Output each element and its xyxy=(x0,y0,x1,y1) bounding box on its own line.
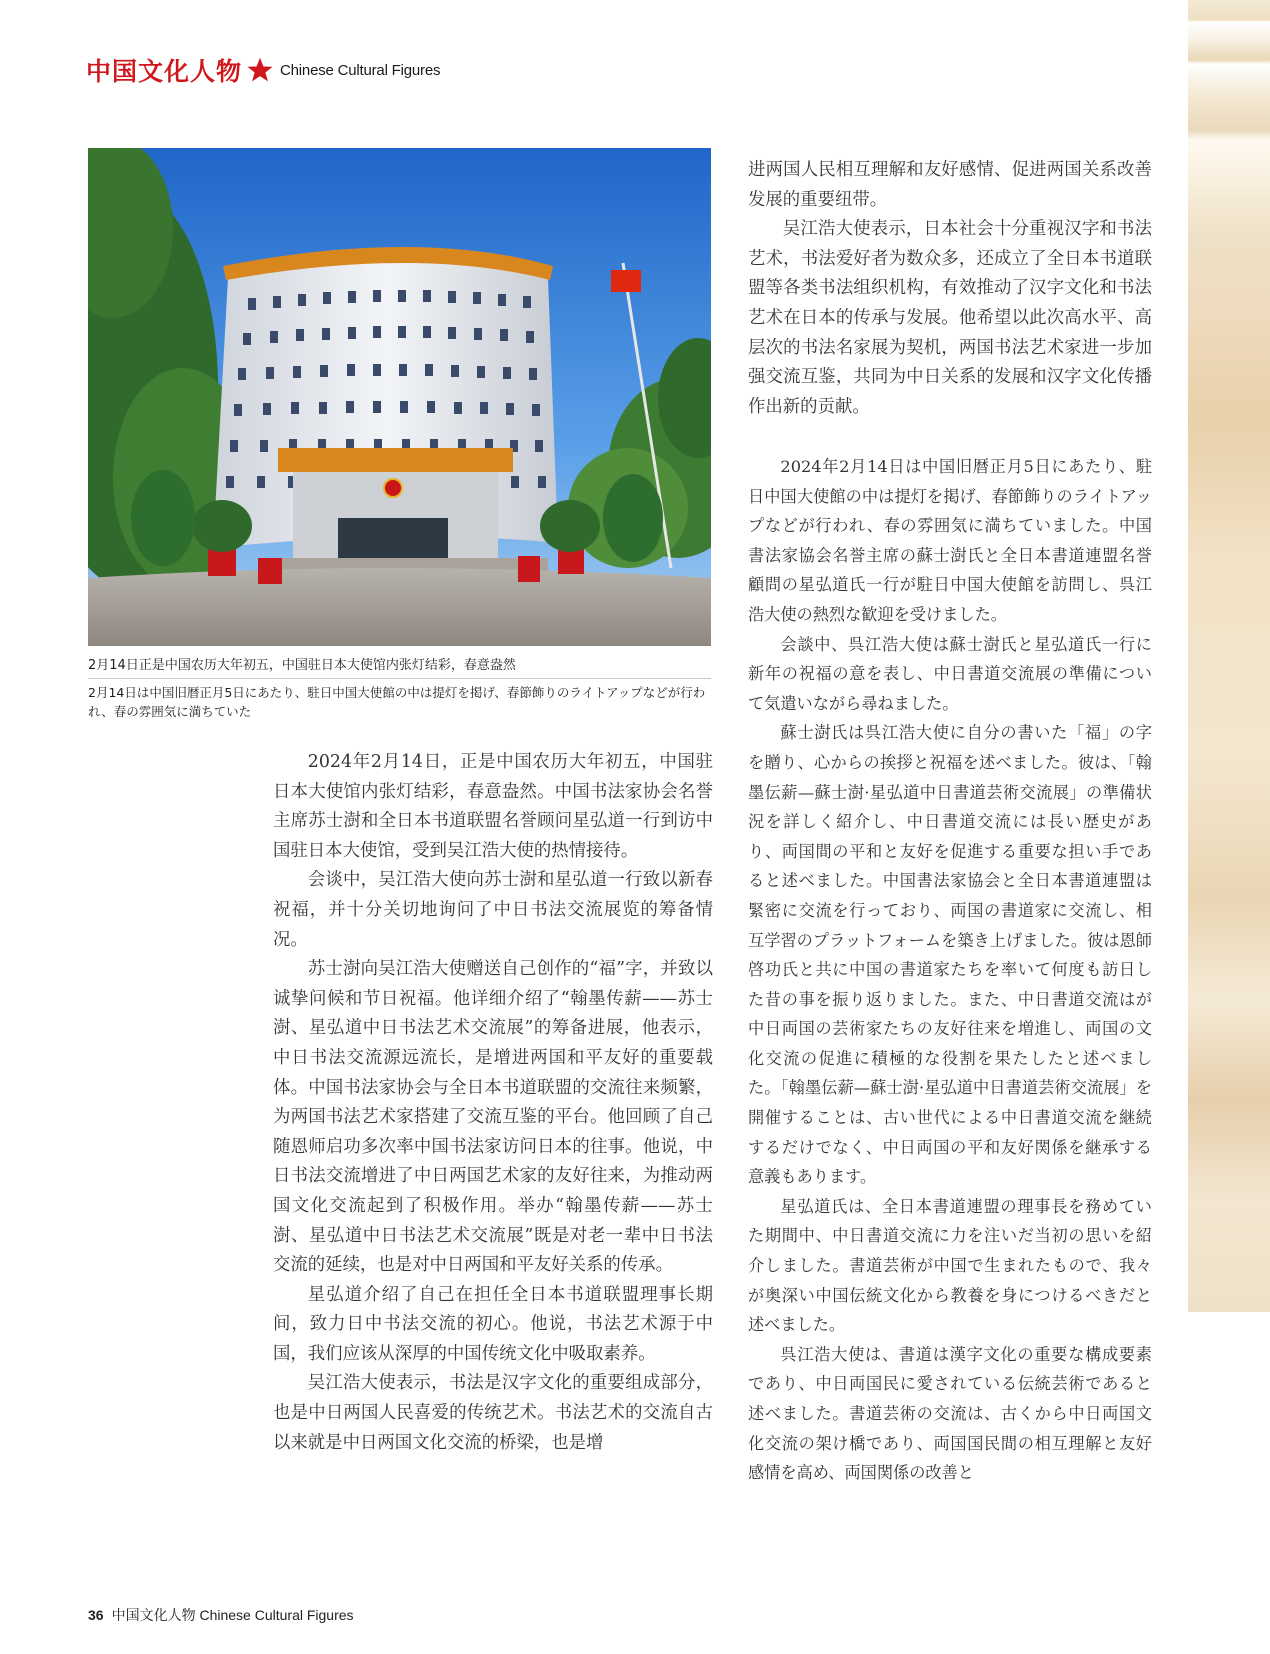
paragraph: 2024年2月14日，正是中国农历大年初五，中国驻日本大使馆内张灯结彩，春意盎然。中国书法家协会名誉主席苏士澍和全日本书道联盟名誉顾问星弘道一行到访中国驻日本大使馆，受到吴江浩大使的热情接待。 xyxy=(273,752,713,861)
footer-title: 中国文化人物 Chinese Cultural Figures xyxy=(111,1607,354,1623)
paragraph: 进两国人民相互理解和友好感情、促进两国关系改善发展的重要纽带。 xyxy=(748,160,1152,210)
brand-title-en: Chinese Cultural Figures xyxy=(280,61,441,79)
embassy-building-photo xyxy=(88,148,711,646)
photo-caption-jp: 2月14日は中国旧暦正月5日にあたり、駐日中国大使館の中は提灯を掲げ、春節飾りのライトアップなどが行われ、春の雰囲気に満ちていた xyxy=(88,685,706,719)
paragraph: 2024年2月14日は中国旧暦正月5日にあたり、駐日中国大使館の中は提灯を掲げ、春節飾りのライトアップなどが行われ、春の雰囲気に満ちていました。中国書法家協会名誉主席の蘇士澍氏と全日本書道連盟名誉顧問の星弘道氏一行が駐日中国大使館を訪問し、呉江浩大使の熱烈な歓迎を受けました。 xyxy=(748,457,1152,624)
star-icon xyxy=(246,56,274,84)
page-edge-decoration xyxy=(1188,0,1270,1312)
paragraph: 会談中、呉江浩大使は蘇士澍氏と星弘道氏一行に新年の祝福の意を表し、中日書道交流展の準備について気遣いながら尋ねました。 xyxy=(748,634,1152,713)
magazine-header xyxy=(86,55,440,85)
paragraph: 星弘道介绍了自己在担任全日本书道联盟理事长期间，致力日中书法交流的初心。他说，书法艺术源于中国，我们应该从深厚的中国传统文化中吸取素养。 xyxy=(273,1284,713,1364)
paragraph: 会谈中，吴江浩大使向苏士澍和星弘道一行致以新春祝福，并十分关切地询问了中日书法交流展览的筹备情况。 xyxy=(273,870,713,950)
paragraph: 星弘道氏は、全日本書道連盟の理事長を務めていた期間中、中日書道交流に力を注いだ当初の思いを紹介しました。書道芸術が中国で生まれたもので、我々が奥深い中国伝統文化から教養を身につけるべきだと述べました。 xyxy=(748,1196,1152,1335)
page-footer xyxy=(88,1605,354,1625)
brand-title-cn: 中国文化人物 xyxy=(86,57,243,86)
page-number: 36 xyxy=(88,1607,104,1623)
article-body-jp xyxy=(748,452,1152,1488)
photo-caption-cn: 2月14日正是中国农历大年初五，中国驻日本大使馆内张灯结彩，春意盎然 xyxy=(88,654,711,679)
paragraph: 吴江浩大使表示，日本社会十分重视汉字和书法艺术，书法爱好者为数众多，还成立了全日本书道联盟等各类书法组织机构，有效推动了汉字文化和书法艺术在日本的传承与发展。他希望以此次高水平、高层次的书法名家展为契机，两国书法艺术家进一步加强交流互鉴，共同为中日关系的发展和汉字文化传播作出新的贡献。 xyxy=(748,219,1152,417)
paragraph: 蘇士澍氏は呉江浩大使に自分の書いた「福」の字を贈り、心からの挨拶と祝福を述べました。彼は、「翰墨伝薪—蘇士澍·星弘道中日書道芸術交流展」の準備状況を詳しく紹介し、中日書道交流には長い歴史があり、両国間の平和と友好を促進する重要な担い手であると述べました。中国書法家協会と全日本書道連盟は緊密に交流を行っており、両国の書道家に交流し、相互学習のプラットフォームを築き上げました。彼は恩師啓功氏と共に中国の書道家たちを率いて何度も訪日した昔の事を振り返りました。また、中日書道交流はが中日両国の芸術家たちの友好往来を増進し、両国の文化交流の促進に積極的な役割を果たしたと述べました。「翰墨伝薪—蘇士澍·星弘道中日書道芸術交流展」を開催することは、古い世代による中日書道交流を継続するだけでなく、中日両国の平和友好関係を継承する意義もあります。 xyxy=(748,723,1152,1187)
paragraph: 苏士澍向吴江浩大使赠送自己创作的“福”字，并致以诚挚问候和节日祝福。他详细介绍了“翰墨传薪——苏士澍、星弘道中日书法艺术交流展”的筹备进展，他表示，中日书法交流源远流长，是增进两国和平友好的重要载体。中国书法家协会与全日本书道联盟的交流往来频繁，为两国书法艺术家搭建了交流互鉴的平台。他回顾了自己随恩师启功多次率中国书法家访问日本的往事。他说，中日书法交流增进了中日两国艺术家的友好往来，为推动两国文化交流起到了积极作用。举办“翰墨传薪——苏士澍、星弘道中日书法艺术交流展”既是对老一辈中日书法交流的延续，也是对中日两国和平友好关系的传承。 xyxy=(273,959,713,1276)
article-body-cn-continued xyxy=(748,156,1152,422)
paragraph: 吴江浩大使表示，书法是汉字文化的重要组成部分，也是中日两国人民喜爱的传统艺术。书法艺术的交流自古以来就是中日两国文化交流的桥梁，也是增 xyxy=(273,1373,713,1453)
paragraph: 呉江浩大使は、書道は漢字文化の重要な構成要素であり、中日両国民に愛されている伝統芸術であると述べました。書道芸術の交流は、古くから中日両国文化交流の架け橋であり、両国国民間の相互理解と友好感情を高め、両国関係の改善と xyxy=(748,1344,1152,1483)
article-body-cn xyxy=(273,748,713,1458)
